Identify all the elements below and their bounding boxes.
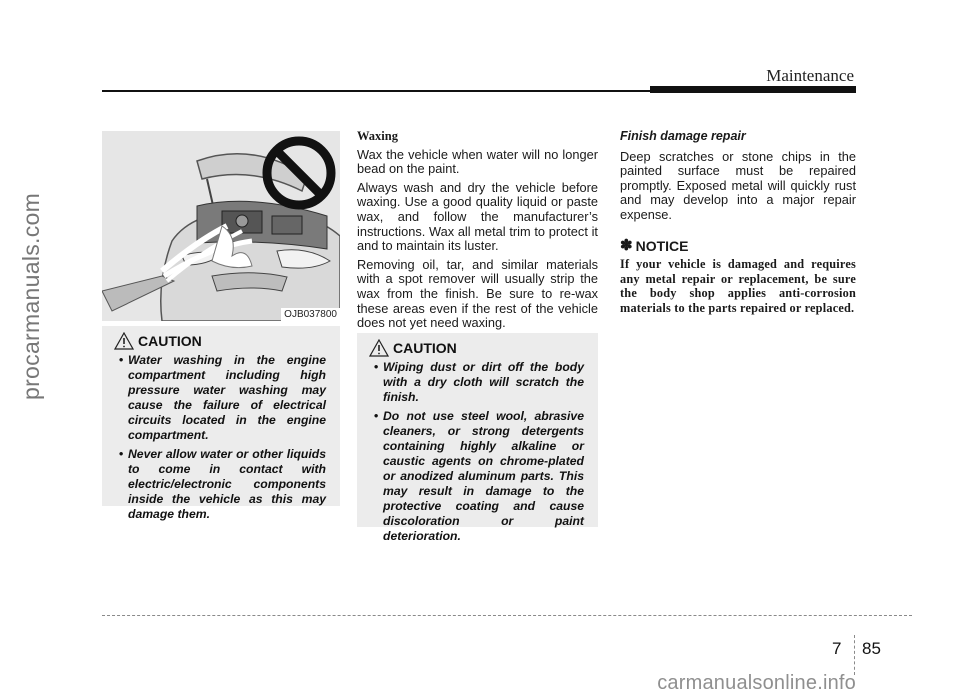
caution-box-finish: [357, 333, 598, 543]
waxing-heading: Waxing: [357, 129, 398, 143]
caution-item: • Never allow water or other liquids to come in contact with electric/electronic components inside the vehicle as this may damage them.: [116, 447, 326, 522]
caution-item: • Water washing in the engine compartment including high pressure water washing may cause the failure of electrical circuits located in the engine compartment.: [116, 353, 326, 443]
warning-icon: [369, 339, 389, 357]
figure-code: OJB037800: [281, 308, 340, 321]
caution-item: • Do not use steel wool, abrasive cleaners, or strong detergents containing highly alkaline or caustic agents on chrome-plated or anodized aluminum parts. This may result in damage to the protective coating and cause discoloration or paint deterioration.: [371, 409, 584, 544]
page-number: 85: [862, 639, 881, 658]
waxing-section: [357, 129, 598, 335]
caution-title: CAUTION: [393, 340, 457, 356]
finish-paragraph: Deep scratches or stone chips in the painted surface must be repaired promptly. Exposed metal will quickly rust and may develop into a major repair expense.: [620, 148, 856, 222]
section-title: Maintenance: [766, 66, 854, 85]
caution-box-engine: [102, 326, 340, 521]
footer-rule: [102, 615, 912, 616]
caution-item: • Wiping dust or dirt off the body with a dry cloth will scratch the finish.: [371, 360, 584, 405]
watermark: procarmanuals.com: [18, 192, 44, 400]
page-number-divider: [854, 635, 855, 675]
engine-washing-illustration: [102, 131, 340, 321]
waxing-paragraph: Wax the vehicle when water will no longer bead on the paint.: [357, 146, 598, 177]
site-footer: carmanualsonline.info: [657, 672, 856, 694]
waxing-paragraph: Always wash and dry the vehicle before waxing. Use a good quality liquid or paste wax, and follow the manufacturer’s instructions. Wax all metal trim to protect it and to maintain its luster.: [357, 179, 598, 254]
header-rule: [102, 90, 650, 92]
notice-heading: [620, 236, 856, 254]
notice-title: NOTICE: [635, 237, 689, 254]
notice-star-icon: ✽: [620, 236, 633, 254]
engine-washing-figure: [102, 131, 340, 321]
finish-heading: Finish damage repair: [620, 129, 746, 143]
waxing-paragraph: Removing oil, tar, and similar materials with a spot remover will usually strip the wax from the finish. Be sure to re-wax these areas even if the rest of the vehicle does not yet need waxing.: [357, 256, 598, 331]
caution-title: CAUTION: [138, 333, 202, 349]
header-bar: [650, 86, 856, 93]
finish-repair-section: [620, 129, 856, 315]
chapter-number: 7: [832, 639, 842, 658]
warning-icon: [114, 332, 134, 350]
notice-text: If your vehicle is damaged and requires any metal repair or replacement, be sure the body shop applies anti-corrosion materials to the parts repaired or replaced.: [620, 257, 856, 315]
